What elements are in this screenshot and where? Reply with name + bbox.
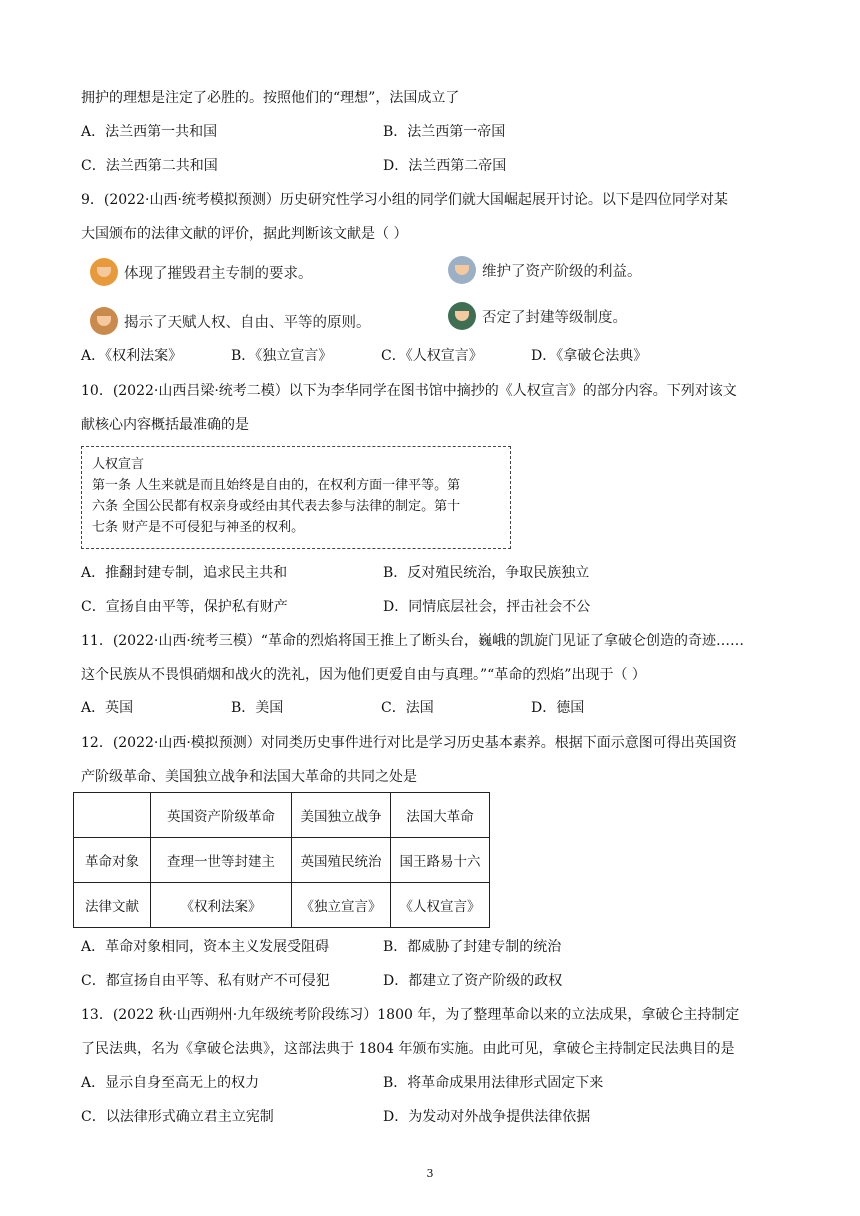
table-cell: 法律文献 [74,883,151,928]
source-quote-box [81,446,511,549]
question-12-stem: 12．(2022·山西·模拟预测）对同类历史事件进行对比是学习历史基本素养。根据下面示意图可得出英国资 [81,735,737,751]
question-8-stem-tail: 拥护的理想是注定了必胜的。按照他们的“理想”，法国成立了 [81,90,460,106]
quote-title: 人权宣言 [92,457,145,472]
question-12-stem-line2: 产阶级革命、美国独立战争和法国大革命的共同之处是 [81,769,417,785]
option-a[interactable]: A．显示自身至高无上的权力 [81,1075,260,1091]
table-header-row [74,793,490,838]
table-row [74,883,490,928]
student-avatar-icon [90,307,118,335]
table-cell: 革命对象 [74,838,151,883]
option-c[interactable]: C．法兰西第二共和国 [81,158,218,174]
table-cell: 英国殖民统治 [292,838,391,883]
quote-line: 第一条 人生来就是而且始终是自由的，在权利方面一律平等。第 [92,478,461,493]
student-quote-1 [90,258,313,286]
quote-text: 体现了摧毁君主专制的要求。 [124,265,313,282]
option-d[interactable]: D．法兰西第二帝国 [383,158,507,174]
option-d[interactable]: D．为发动对外战争提供法律依据 [383,1109,591,1125]
page-number: 3 [426,1167,434,1180]
quote-text: 维护了资产阶级的利益。 [482,263,642,280]
option-b[interactable]: B．法兰西第一帝国 [383,124,506,140]
option-a[interactable]: A．《权利法案》 [81,348,183,364]
option-b[interactable]: B．反对殖民统治，争取民族独立 [383,565,590,581]
table-cell: 《人权宣言》 [391,883,490,928]
table-header: 美国独立战争 [292,793,391,838]
option-b[interactable]: B．都威胁了封建专制的统治 [383,939,562,955]
question-10-stem-line2: 献核心内容概括最准确的是 [81,417,249,433]
option-c[interactable]: C．《人权宣言》 [381,348,483,364]
option-d[interactable]: D．都建立了资产阶级的政权 [383,973,563,989]
option-b[interactable]: B．美国 [231,700,284,716]
student-quote-2 [448,256,642,284]
table-header: 法国大革命 [391,793,490,838]
option-c[interactable]: C．以法律形式确立君主立宪制 [81,1109,274,1125]
option-c[interactable]: C．都宣扬自由平等、私有财产不可侵犯 [81,973,330,989]
option-d[interactable]: D．《拿破仑法典》 [531,348,648,364]
student-avatar-icon [448,256,476,284]
question-11-stem-line2: 这个民族从不畏惧硝烟和战火的洗礼，因为他们更爱自由与真理。”“革命的烈焰”出现于（ ） [81,667,646,683]
student-quote-3 [90,307,371,335]
question-10-stem: 10．(2022·山西吕梁·统考二模）以下为李华同学在图书馆中摘抄的《人权宣言》的部分内容。下列对该文 [81,383,737,399]
question-9-stem: 9．(2022·山西·统考模拟预测）历史研究性学习小组的同学们就大国崛起展开讨论。以下是四位同学对某 [81,192,728,208]
student-avatar-icon [448,302,476,330]
table-row [74,838,490,883]
comparison-table [73,792,490,928]
table-cell: 查理一世等封建主 [151,838,292,883]
question-9-stem-line2: 大国颁布的法律文献的评价，据此判断该文献是（ ） [81,226,408,242]
student-quote-4 [448,302,627,330]
quote-text: 否定了封建等级制度。 [482,309,627,326]
option-a[interactable]: A．推翻封建专制，追求民主共和 [81,565,288,581]
table-cell: 《权利法案》 [151,883,292,928]
option-a[interactable]: A．法兰西第一共和国 [81,124,218,140]
table-header: 英国资产阶级革命 [151,793,292,838]
student-avatar-icon [90,258,118,286]
option-a[interactable]: A．革命对象相同，资本主义发展受阻碍 [81,939,330,955]
option-a[interactable]: A．英国 [81,700,134,716]
question-11-stem: 11．(2022·山西·统考三模）“革命的烈焰将国王推上了断头台，巍峨的凯旋门见证了拿破仑创造的奇迹…… [81,633,744,649]
option-d[interactable]: D．同情底层社会，抨击社会不公 [383,599,591,615]
option-b[interactable]: B．将革命成果用法律形式固定下来 [383,1075,604,1091]
quote-text: 揭示了天赋人权、自由、平等的原则。 [124,314,371,331]
table-cell: 《独立宣言》 [292,883,391,928]
option-b[interactable]: B．《独立宣言》 [231,348,333,364]
table-cell [74,793,151,838]
option-c[interactable]: C．宣扬自由平等，保护私有财产 [81,599,288,615]
option-d[interactable]: D．德国 [531,700,585,716]
option-c[interactable]: C．法国 [381,700,434,716]
table-cell: 国王路易十六 [391,838,490,883]
quote-line: 六条 全国公民都有权亲身或经由其代表去参与法律的制定。第十 [92,499,461,514]
quote-line: 七条 财产是不可侵犯与神圣的权利。 [92,520,305,535]
question-13-stem: 13．(2022 秋·山西朔州·九年级统考阶段练习）1800 年，为了整理革命以来的立法成果，拿破仑主持制定 [81,1007,740,1023]
question-13-stem-line2: 了民法典，名为《拿破仑法典》，这部法典于 1804 年颁布实施。由此可见，拿破仑主持制定民法典目的是 [81,1041,735,1057]
